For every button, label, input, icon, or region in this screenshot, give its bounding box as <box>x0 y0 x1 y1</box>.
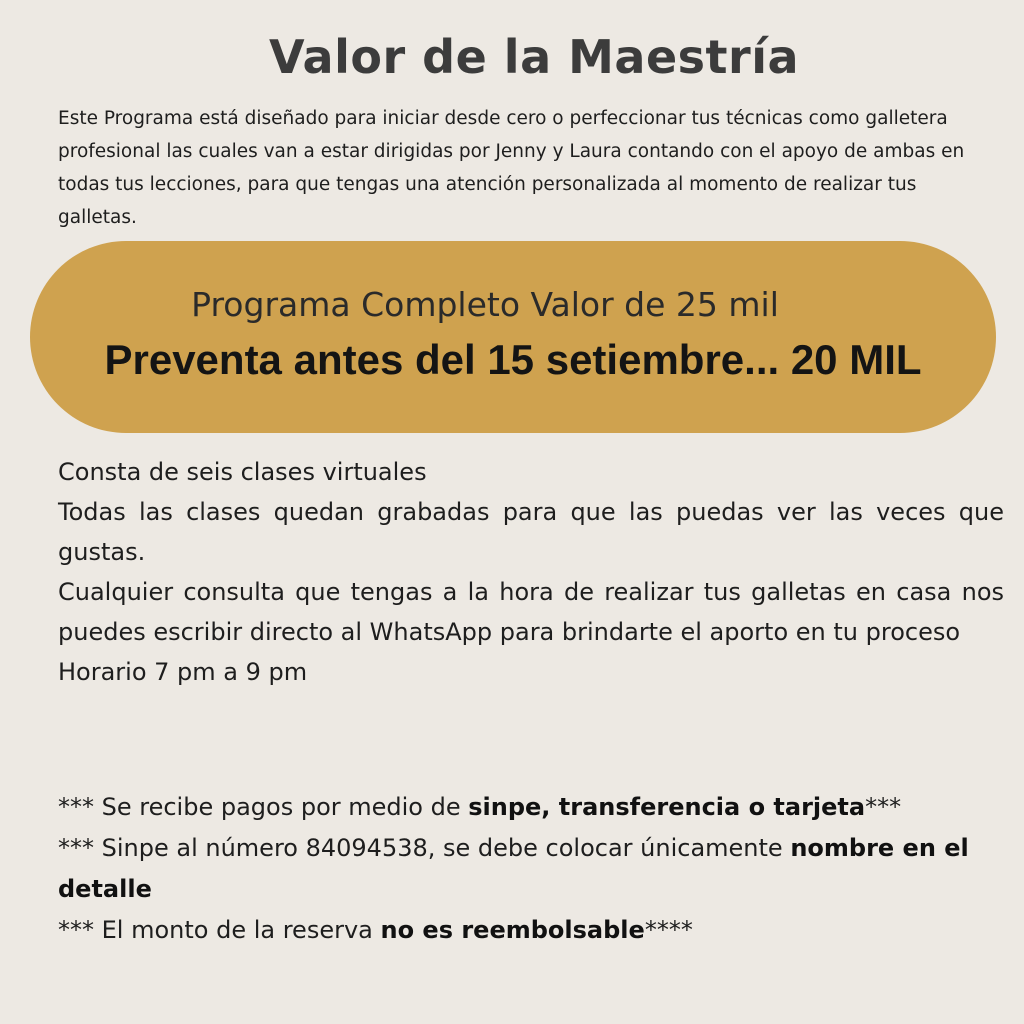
presale-price-text: Preventa antes del 15 setiembre... 20 MIL <box>104 336 922 383</box>
program-details <box>58 452 1004 692</box>
note-refund <box>58 910 1008 951</box>
full-price-text: Programa Completo Valor de 25 mil <box>191 285 779 324</box>
note-refund-bold: no es reembolsable <box>380 916 645 944</box>
note-payment-prefix: *** Se recibe pagos por medio de <box>58 793 469 821</box>
note-payment-methods-bold: sinpe, transferencia o tarjeta <box>468 793 866 821</box>
note-refund-prefix: *** El monto de la reserva <box>58 916 381 944</box>
note-refund-suffix: **** <box>644 916 693 944</box>
note-sinpe <box>58 828 1008 910</box>
note-payment-methods <box>58 787 1008 828</box>
detail-whatsapp-support: Cualquier consulta que tengas a la hora de realizar tus galletas en casa nos puedes escribir directo al WhatsApp para brindarte el aporto en tu proceso <box>58 578 1004 646</box>
detail-recordings: Todas las clases quedan grabadas para que las puedas ver las veces que gustas. <box>58 498 1004 566</box>
note-payment-suffix: *** <box>865 793 902 821</box>
note-sinpe-prefix: *** Sinpe al número 84094538, se debe colocar únicamente <box>58 834 791 862</box>
detail-schedule: Horario 7 pm a 9 pm <box>58 658 308 686</box>
detail-classes: Consta de seis clases virtuales <box>58 458 427 486</box>
intro-paragraph: Este Programa está diseñado para iniciar desde cero o perfeccionar tus técnicas como galletera profesional las cuales van a estar dirigidas por Jenny y Laura contando con el apoyo de ambas en todas tus lecciones, para que tengas una atención personalizada al momento de realizar tus galletas. <box>58 108 965 228</box>
payment-notes <box>58 787 1008 951</box>
page-title: Valor de la Maestría <box>268 30 800 84</box>
note-sinpe-bold: nombre en el detalle <box>58 834 969 903</box>
